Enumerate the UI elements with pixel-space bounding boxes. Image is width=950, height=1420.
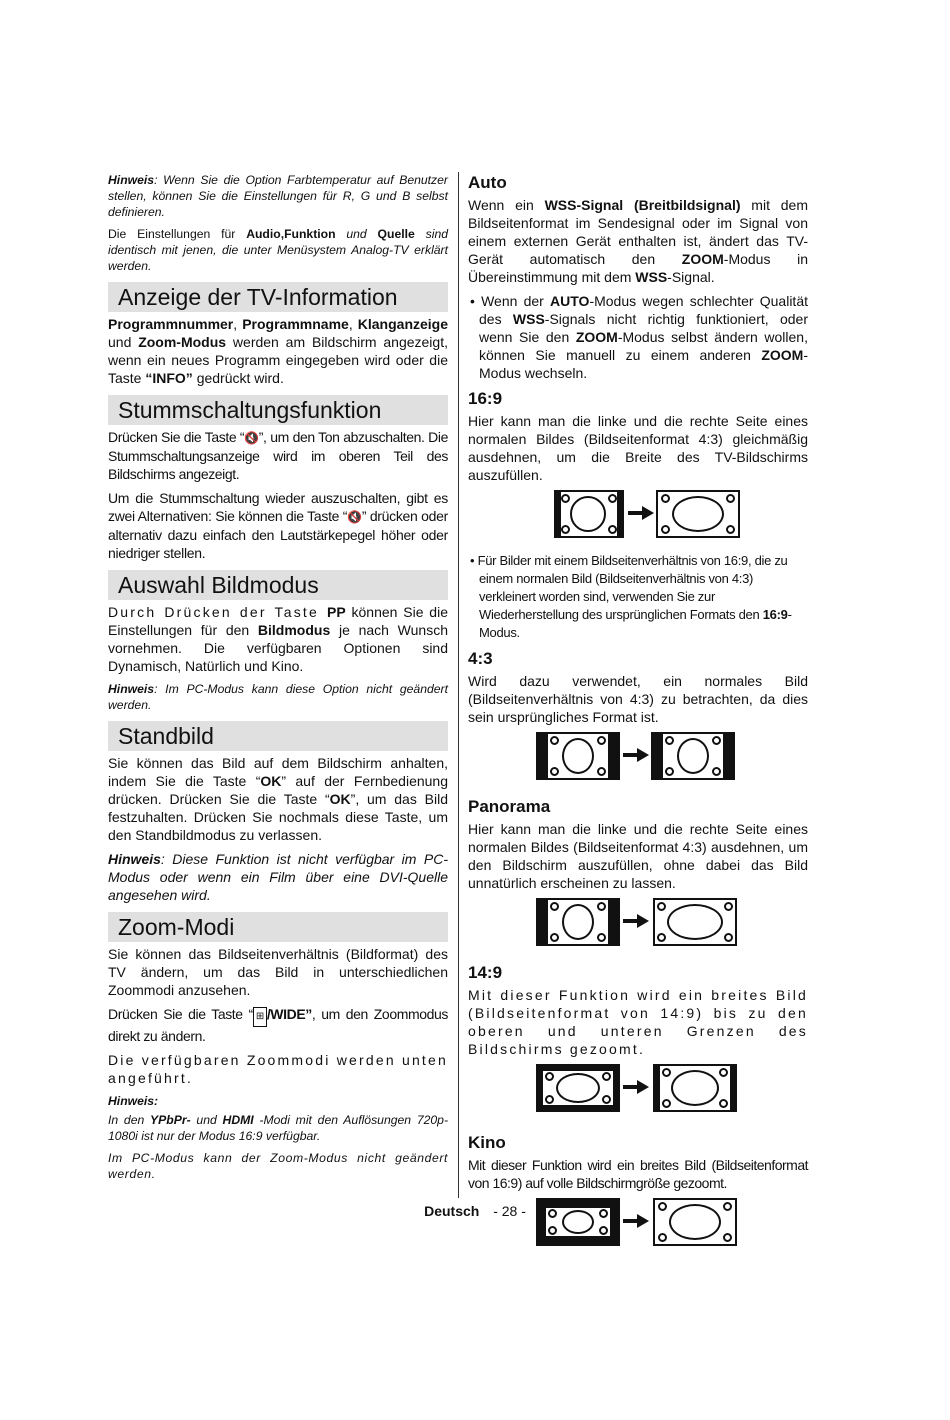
diagram-4-3 [468,732,808,786]
screen-before [536,1064,620,1112]
arrow-right-icon [628,506,654,520]
page-footer [0,1203,950,1219]
screen-before [554,490,624,538]
arrow-right-icon [623,914,649,928]
arrow-right-icon [623,748,649,762]
diagram-panorama [468,898,808,952]
heading-freeze: Standbild [108,721,448,751]
heading-kino: Kino [468,1133,506,1152]
note-color-temperature: Hinweis: Wenn Sie die Option Farbtemperatur auf Benutzer stellen, können Sie die Einstellungen für R, G und B selbst definieren. [108,173,448,219]
freeze-text: Sie können das Bild auf dem Bildschirm anhalten, indem Sie die Taste “OK” auf der Fernbedienung drücken. Drücken Sie die Taste “OK”, um das Bild festzuhalten. Drücken Sie nochmals diese Taste, um den Standbildmodus zu verlassen. [108,755,449,843]
heading-zoom-modes: Zoom-Modi [108,912,448,942]
zoom-note-2: Im PC-Modus kann der Zoom-Modus nicht geändert werden. [108,1151,448,1181]
diagram-16-9 [468,490,808,544]
freeze-note: Hinweis: Diese Funktion ist nicht verfügbar im PC-Modus oder wenn ein Film über eine DVI-Quelle angesehen wird. [108,851,448,903]
zoom-note-1: In den YPbPr- und HDMI -Modi mit den Auflösungen 720p-1080i ist nur der Modus 16:9 verfügbar. [108,1113,448,1143]
text-kino: Mit dieser Funktion wird ein breites Bild (Bildseitenformat von 16:9) auf volle Bildschirmgröße gezoomt. [468,1157,808,1191]
screen-before [536,898,620,946]
zoom-text-3: Die verfügbaren Zoommodi werden unten angeführt. [108,1052,448,1086]
text-panorama: Hier kann man die linke und die rechte Seite eines normalen Bildes (Bildseitenformat 4:3) ausdehnen, um den Bildschirm auszufüllen, ohne dabei das Bild unnatürlich erscheinen zu lassen. [468,821,808,891]
screen-after [653,898,737,946]
heading-16-9: 16:9 [468,389,503,408]
note-settings-identical: Die Einstellungen für Audio,Funktion und Quelle sind identisch mit jenen, die unter Menüsystem Analog-TV erklärt werden. [108,227,448,273]
text-4-3: Wird dazu verwendet, ein normales Bild (Bildseitenverhältnis von 4:3) zu betrachten, da dies sein ursprüngliches Format ist. [468,673,808,725]
auto-text: Wenn ein WSS-Signal (Breitbildsignal) mit dem Bildseitenformat im Sendesignal oder im Signal von einem externen Gerät enthalten ist, ändert das TV-Gerät automatisch den ZOOM-Modus in Übereinstimmung mit dem WSS-Signal. [468,197,808,285]
screen-after [653,1064,737,1112]
heading-14-9: 14:9 [468,963,503,982]
heading-mute: Stummschaltungsfunktion [108,395,448,425]
heading-panorama: Panorama [468,797,551,816]
heading-auto: Auto [468,173,507,192]
screen-before [536,732,620,780]
arrow-right-icon [623,1080,649,1094]
screen-after [651,732,735,780]
mute-text-2: Um die Stummschaltung wieder auszuschalten, gibt es zwei Alternativen: Sie können die Taste “🔇” drücken oder alternativ dazu einfach den Lautstärkepegel höher oder niedriger stellen. [108,490,448,561]
diagram-14-9 [468,1064,808,1118]
mute-text-1: Drücken Sie die Taste “🔇”, um den Ton abzuschalten. Die Stummschaltungsanzeige wird im oberen Teil des Bildschirms angezeigt. [108,429,448,482]
tv-information-text: Programmnummer, Programmname, Klanganzeige und Zoom-Modus werden am Bildschirm angezeigt, wenn ein neues Programm eingegeben wird oder die Taste “INFO” gedrückt wird. [108,316,449,386]
zoom-note-label: Hinweis: [108,1094,159,1108]
page-number: - 28 - [493,1203,526,1219]
left-column [108,172,448,1188]
screen-after [656,490,740,538]
right-column [468,172,808,1260]
text-16-9: Hier kann man die linke und die rechte Seite eines normalen Bildes (Bildseitenformat 4:3) gleichmäßig ausdehnen, um die Breite des TV-Bildschirms auszufüllen. [468,413,808,483]
footer-language: Deutsch [424,1203,480,1219]
picture-mode-note: Hinweis: Im PC-Modus kann diese Option nicht geändert werden. [108,682,448,712]
zoom-text-1: Sie können das Bildseitenverhältnis (Bildformat) des TV ändern, um das Bild in unterschiedlichen Zoommodi anzusehen. [108,946,448,998]
picture-mode-text: Durch Drücken der Taste PP können Sie die Einstellungen für den Bildmodus je nach Wunsch vornehmen. Die verfügbaren Optionen sind Dynamisch, Natürlich und Kino. [108,604,448,674]
mute-speaker-icon: 🔇 [347,510,362,524]
zoom-wide-icon: ⊞ [253,1007,267,1027]
bullet-16-9: • Für Bilder mit einem Bildseitenverhältnis von 16:9, die zu einem normalen Bild (Bildseitenverhältnis von 4:3) verkleinert worden sind, verwenden Sie zur Wiederherstellung des ursprünglichen Formats den 16:9-Modus. [470,553,792,640]
column-divider [458,172,459,1198]
auto-bullet: • Wenn der AUTO-Modus wegen schlechter Qualität des WSS-Signals nicht richtig funktioniert, oder wenn Sie den ZOOM-Modus selbst ändern wollen, können Sie manuell zu einem anderen ZOOM-Modus wechseln. [470,293,808,381]
heading-tv-information: Anzeige der TV-Information [108,282,448,312]
heading-picture-mode: Auswahl Bildmodus [108,570,448,600]
zoom-text-2: Drücken Sie die Taste “ ⊞ /WIDE”, um den Zoommodus direkt zu ändern. [108,1006,448,1044]
heading-4-3: 4:3 [468,649,493,668]
mute-speaker-icon: 🔇 [244,431,259,445]
text-14-9: Mit dieser Funktion wird ein breites Bild (Bildseitenformat von 14:9) bis zu den oberen und unteren Grenzen des Bildschirms gezoomt. [468,987,808,1057]
